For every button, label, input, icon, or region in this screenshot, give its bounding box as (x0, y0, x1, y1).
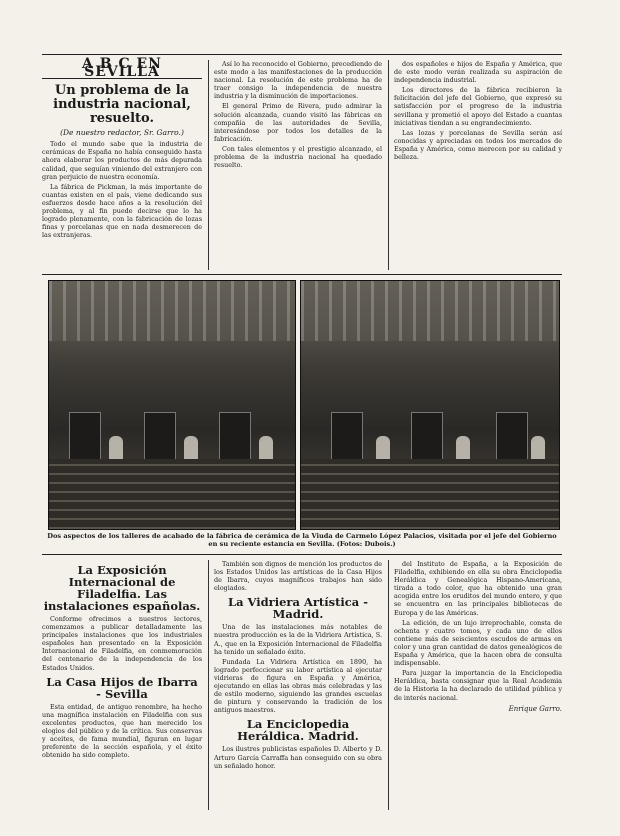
column-divider (208, 60, 209, 270)
factory-photo-left (48, 280, 296, 530)
paragraph: Esta entidad, de antiguo renombre, ha hecho una magnífica instalación en Filadelfia con sus excelentes productos, que han merecido los elogios del público y de la crítica. Sus conservas y aceites, de fama mundial, figuran en lugar preferente de la sección española, y el éxito obtenido ha sido completo. (42, 702, 202, 760)
paragraph: Los ilustres publicistas españoles D. Alberto y D. Arturo García Carraffa han conseguido con su obra un señalado honor. (214, 745, 382, 770)
article4-signature: Enrique Garro. (508, 704, 562, 713)
article3-column (214, 560, 382, 772)
article1-title: Un problema de la industria nacional, resuelto. (53, 83, 191, 127)
top-rule (42, 54, 562, 55)
section-rule (42, 554, 562, 555)
article1-column1 (42, 56, 202, 241)
article2-subtitle: La Casa Hijos de Ibarra - Sevilla (46, 674, 198, 701)
column-divider (388, 560, 389, 810)
article1-column3 (394, 60, 562, 163)
article1-column2 (214, 60, 382, 171)
section-rule (42, 274, 562, 275)
paragraph: dos españoles e hijos de España y América, que de este modo verán realizada su aspiración de independencia industrial. (394, 60, 562, 85)
article1-byline: (De nuestro redactor, Sr. Garro.) (60, 128, 184, 138)
paragraph: La edición, de un lujo irreprochable, consta de ochenta y cuatro tomos, y cada uno de ellos contiene más de seiscientos escudos de armas en color y una gran cantidad de datos genealógicos de España y América, que la hacen obra de consulta indispensable. (394, 618, 562, 668)
article2-column (42, 560, 202, 761)
paragraph: Conforme ofrecimos a nuestros lectores, comenzamos a publicar detalladamente las principales instalaciones que los industriales españoles han presentado en la Exposición Internacional de Filadelfia, en conmemoración del centenario de la independencia de los Estados Unidos. (42, 615, 202, 672)
paragraph: Para juzgar la importancia de la Enciclopedia Heráldica, basta consignar que la Real Academia de la Historia la ha declarado de utilidad pública y de interés nacional. (394, 669, 562, 702)
masthead: A B C EN SEVILLA (42, 60, 202, 79)
paragraph: Los directores de la fábrica recibieron la felicitación del jefe del Gobierno, que expresó su satisfacción por el progreso de la industria sevillana y prometió el apoyo del Estado a cuantas iniciativas tiendan a su engrandecimiento. (394, 86, 562, 127)
paragraph: Con tales elementos y el prestigio alcanzado, el problema de la industria nacional ha quedado resuelto. (214, 144, 382, 170)
newspaper-page (42, 58, 562, 818)
paragraph: También son dignos de mención los productos de los Estados Unidos las artísticas de la Casa Hijos de Ibarra, cuyos magníficos trabajos han sido elogiados. (214, 560, 382, 593)
column-divider (208, 560, 209, 810)
paragraph: Una de las instalaciones más notables de nuestra producción es la de la Vidriera Artística, S. A., que en la Exposición Internacional de Filadelfia ha tenido un señalado éxito. (214, 623, 382, 656)
paragraph: Las lozas y porcelanas de Sevilla serán así conocidas y apreciadas en todos los mercados de España y América, como merecen por su calidad y belleza. (394, 128, 562, 162)
article4-column (394, 560, 562, 713)
paragraph: Todo el mundo sabe que la industria de cerámicas de España no había conseguido hasta ahora elaborar los productos de más depurada calidad, que seguían viniendo del extranjero con gran perjuicio de nuestra economía. (42, 140, 202, 181)
article3-subtitle-enciclopedia: La Enciclopedia Heráldica. Madrid. (237, 717, 359, 744)
paragraph: Fundada La Vidriera Artística en 1890, ha logrado perfeccionar su labor artística al ejecutar vidrieras de figura en España y América, ejecutando en ellas las obras más celebradas y las de estilo moderno, siguiendo las grandes escuelas de pintura y conservando la tradición de los antiguos maestros. (214, 657, 382, 715)
paragraph: La fábrica de Pickman, la más importante de cuantas existen en el país, viene dedicando sus esfuerzos desde hace años a la resolución del problema, y al fin puede decirse que lo ha logrado plenamente, con la fabricación de lozas finas y porcelanas que en nada desmerecen de las extranjeras. (42, 182, 202, 240)
paragraph: del Instituto de España, a la Exposición de Filadelfia, exhibiendo en ella su obra Enciclopedia Heráldica y Genealógica Hispano-Americana, tirada a todo color, que ha obtenido una gran acogida entre los eruditos del mundo entero, y que se encuentra en las principales bibliotecas de Europa y de las Américas. (394, 560, 562, 617)
article3-subtitle-vidriera: La Vidriera Artística - Madrid. (228, 595, 368, 622)
photo-caption: Dos aspectos de los talleres de acabado de la fábrica de cerámica de la Viuda de Carmelo López Palacios, visitada por el jefe del Gobierno en su reciente estancia en Sevilla. (Fotos: Dubois.) (47, 532, 557, 548)
paragraph: El general Primo de Rivera, pudo admirar la solución alcanzada, cuando visitó las fábricas en compañía de las autoridades de Sevilla, interesándose por todos los detalles de la fabricación. (214, 102, 382, 143)
column-divider (388, 60, 389, 270)
article2-title: La Exposición Internacional de Filadelfia. Las instalaciones españolas. (43, 563, 201, 613)
paragraph: Así lo ha reconocido el Gobierno, precediendo de este modo a las manifestaciones de la producción nacional. La resolución de este problema ha de traer consigo la independencia de nuestra industria y la disminución de importaciones. (214, 60, 382, 101)
factory-photo-right (300, 280, 560, 530)
